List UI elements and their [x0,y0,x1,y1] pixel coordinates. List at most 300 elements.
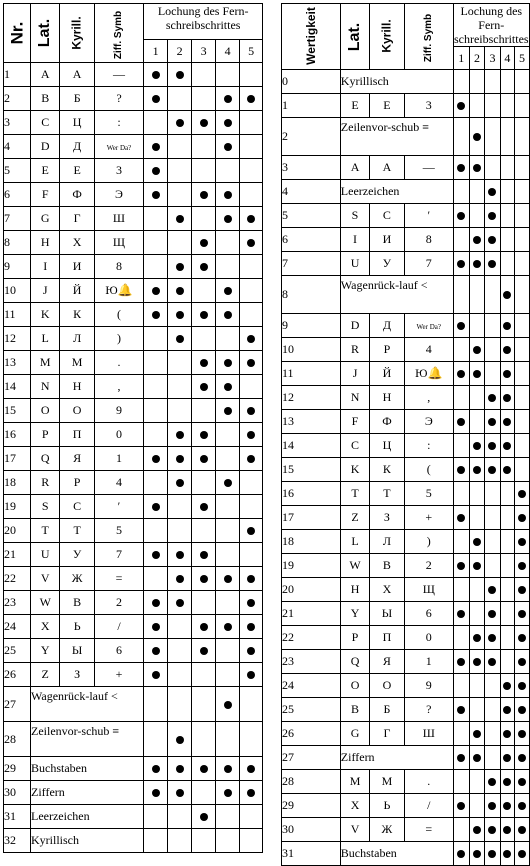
hole-cell-1 [453,118,469,156]
hole-cell-4 [500,794,515,818]
figure-symbol: ) [404,530,453,554]
table-row [4,351,263,375]
hole-cell-5 [240,687,263,722]
hole-punched-dot-icon [473,370,481,378]
row-number: 25 [282,698,341,722]
hole-punched-dot-icon [503,370,511,378]
hole-cell-3 [485,482,500,506]
hole-cell-2 [469,362,485,386]
header-symbol: Ziff. Symb [404,4,453,70]
figure-symbol: ) [94,327,143,351]
table-row [4,615,263,639]
row-number: 16 [282,482,341,506]
hole-punched-dot-icon [247,527,255,535]
hole-cell-5 [240,591,263,615]
latin-letter: N [31,375,60,399]
latin-letter: R [340,338,369,362]
control-label: Ziffern [31,781,144,805]
table-row [4,423,263,447]
hole-cell-4 [216,781,240,805]
hole-cell-2 [168,567,192,591]
table-row [4,471,263,495]
cyrillic-letter: Х [60,231,94,255]
hole-punched-dot-icon [457,164,465,172]
hole-cell-5 [240,111,263,135]
hole-punched-dot-icon [488,236,496,244]
hole-cell-1 [144,829,168,853]
hole-punched-dot-icon [518,802,526,810]
row-number: 2 [282,118,341,156]
hole-cell-2 [168,471,192,495]
hole-cell-1 [144,183,168,207]
hole-punched-dot-icon [473,850,481,858]
hole-cell-3 [485,362,500,386]
hole-cell-3 [485,410,500,434]
figure-symbol: Щ [94,231,143,255]
cyrillic-letter: О [370,674,404,698]
position-number: 5 [515,47,529,70]
hole-punched-dot-icon [152,143,160,151]
code-table-left-body [4,63,263,853]
hole-cell-4 [216,279,240,303]
cyrillic-letter: К [60,303,94,327]
hole-cell-1 [144,519,168,543]
table-row [4,279,263,303]
hole-cell-5 [515,674,529,698]
hole-cell-2 [168,399,192,423]
hole-cell-1 [453,458,469,482]
cyrillic-letter: Г [60,207,94,231]
hole-cell-3 [192,567,216,591]
figure-symbol: , [94,375,143,399]
hole-cell-4 [500,626,515,650]
latin-letter: K [31,303,60,327]
hole-cell-2 [168,207,192,231]
hole-punched-dot-icon [488,586,496,594]
row-number: 17 [4,447,31,471]
hole-cell-2 [168,327,192,351]
table-row [4,231,263,255]
hole-cell-5 [515,156,529,180]
hole-cell-2 [168,231,192,255]
hole-cell-5 [240,255,263,279]
hole-punched-dot-icon [473,236,481,244]
hole-cell-1 [453,314,469,338]
hole-cell-3 [485,722,500,746]
row-number: 30 [4,781,31,805]
hole-cell-2 [469,794,485,818]
cyrillic-letter: Т [370,482,404,506]
hole-cell-4 [216,255,240,279]
hole-punched-dot-icon [473,164,481,172]
hole-cell-3 [485,842,500,866]
row-number: 1 [4,63,31,87]
cyrillic-letter: В [60,591,94,615]
figure-symbol: 4 [404,338,453,362]
latin-letter: V [31,567,60,591]
hole-cell-5 [240,399,263,423]
hole-punched-dot-icon [247,765,255,773]
hole-cell-5 [240,805,263,829]
table-row [282,204,530,228]
hole-punched-dot-icon [473,260,481,268]
hole-cell-4 [500,722,515,746]
hole-cell-4 [500,276,515,314]
hole-punched-dot-icon [152,765,160,773]
hole-punched-dot-icon [200,647,208,655]
hole-punched-dot-icon [200,813,208,821]
hole-cell-4 [500,70,515,94]
position-number: 1 [144,40,168,63]
hole-punched-dot-icon [473,346,481,354]
figure-symbol: 8 [404,228,453,252]
latin-letter: G [340,722,369,746]
hole-punched-dot-icon [200,575,208,583]
hole-cell-4 [216,447,240,471]
row-number: 27 [282,746,341,770]
hole-punched-dot-icon [176,765,184,773]
hole-punched-dot-icon [503,754,511,762]
table-row [282,338,530,362]
hole-cell-1 [144,399,168,423]
row-number: 30 [282,818,341,842]
figure-symbol: Ю🔔 [94,279,143,303]
hole-cell-3 [192,63,216,87]
hole-cell-1 [144,781,168,805]
hole-cell-3 [485,650,500,674]
hole-cell-5 [515,842,529,866]
hole-punched-dot-icon [176,599,184,607]
figure-symbol: 0 [94,423,143,447]
hole-cell-4 [500,434,515,458]
hole-punched-dot-icon [503,802,511,810]
figure-symbol: = [404,818,453,842]
hole-cell-3 [192,207,216,231]
hole-punched-dot-icon [176,119,184,127]
cyrillic-letter: З [370,506,404,530]
cyrillic-letter: Ь [370,794,404,818]
hole-cell-4 [500,94,515,118]
hole-cell-4 [500,746,515,770]
hole-punched-dot-icon [152,455,160,463]
row-number: 26 [282,722,341,746]
hole-punched-dot-icon [518,490,526,498]
table-row [282,578,530,602]
table-row [282,506,530,530]
hole-punched-dot-icon [457,212,465,220]
row-number: 12 [4,327,31,351]
cyrillic-letter: С [370,204,404,228]
hole-cell-5 [515,602,529,626]
hole-cell-1 [453,252,469,276]
hole-cell-1 [144,722,168,757]
hole-punched-dot-icon [488,610,496,618]
table-row [282,314,530,338]
row-number: 11 [4,303,31,327]
hole-punched-dot-icon [473,730,481,738]
hole-cell-3 [485,94,500,118]
hole-cell-2 [469,818,485,842]
hole-punched-dot-icon [518,538,526,546]
table-row [282,386,530,410]
row-number: 16 [4,423,31,447]
hole-cell-2 [168,303,192,327]
header-title: Lochung des Fern-schreibschrittes [144,4,263,40]
row-number: 29 [4,757,31,781]
latin-letter: A [340,156,369,180]
hole-punched-dot-icon [518,610,526,618]
cyrillic-letter: Ц [60,111,94,135]
latin-letter: E [31,159,60,183]
figure-symbol: 5 [94,519,143,543]
hole-cell-4 [216,159,240,183]
hole-cell-5 [240,375,263,399]
hole-punched-dot-icon [488,466,496,474]
hole-punched-dot-icon [488,826,496,834]
hole-punched-dot-icon [176,215,184,223]
table-row [4,639,263,663]
position-number: 1 [453,47,469,70]
hole-punched-dot-icon [503,291,511,299]
hole-cell-1 [453,180,469,204]
hole-cell-3 [192,447,216,471]
hole-punched-dot-icon [503,418,511,426]
latin-letter: X [340,794,369,818]
hole-cell-2 [168,375,192,399]
hole-cell-5 [515,746,529,770]
hole-cell-3 [192,159,216,183]
latin-letter: B [31,87,60,111]
position-number: 4 [216,40,240,63]
hole-cell-3 [485,530,500,554]
hole-punched-dot-icon [200,311,208,319]
hole-cell-3 [485,818,500,842]
hole-punched-dot-icon [200,263,208,271]
hole-cell-5 [240,829,263,853]
hole-cell-3 [192,639,216,663]
hole-punched-dot-icon [176,789,184,797]
hole-cell-3 [192,781,216,805]
hole-cell-1 [144,423,168,447]
hole-cell-3 [192,279,216,303]
hole-cell-1 [453,602,469,626]
control-label: Leerzeichen [31,805,144,829]
hole-punched-dot-icon [224,119,232,127]
hole-cell-2 [469,276,485,314]
code-table-right [281,3,530,866]
hole-punched-dot-icon [457,610,465,618]
row-number: 10 [4,279,31,303]
table-row [282,746,530,770]
hole-cell-4 [216,399,240,423]
figure-symbol: Ю🔔 [404,362,453,386]
latin-letter: R [31,471,60,495]
hole-cell-5 [240,279,263,303]
hole-punched-dot-icon [457,850,465,858]
figure-symbol: ? [94,87,143,111]
cyrillic-letter: Ы [370,602,404,626]
table-row [282,70,530,94]
latin-letter: J [31,279,60,303]
latin-letter: D [31,135,60,159]
hole-punched-dot-icon [224,765,232,773]
figure-symbol: ? [404,698,453,722]
cyrillic-letter: И [370,228,404,252]
control-label: Zeilenvor-schub ≡ [31,722,144,757]
figure-symbol: ′ [94,495,143,519]
position-number: 3 [485,47,500,70]
figure-symbol: / [94,615,143,639]
latin-letter: H [340,578,369,602]
hole-cell-1 [453,794,469,818]
table-row [282,252,530,276]
hole-punched-dot-icon [224,407,232,415]
hole-cell-1 [453,554,469,578]
hole-cell-1 [144,87,168,111]
hole-punched-dot-icon [224,575,232,583]
hole-punched-dot-icon [247,359,255,367]
hole-cell-4 [500,314,515,338]
hole-cell-4 [500,554,515,578]
latin-letter: S [340,204,369,228]
row-number: 18 [4,471,31,495]
hole-cell-5 [240,87,263,111]
hole-punched-dot-icon [247,431,255,439]
hole-punched-dot-icon [503,706,511,714]
hole-cell-2 [168,447,192,471]
hole-punched-dot-icon [247,599,255,607]
hole-cell-2 [168,543,192,567]
cyrillic-letter: Л [60,327,94,351]
hole-cell-2 [469,578,485,602]
hole-cell-5 [515,252,529,276]
hole-cell-5 [515,228,529,252]
cyrillic-letter: С [60,495,94,519]
hole-cell-5 [515,626,529,650]
row-number: 25 [4,639,31,663]
table-row [282,674,530,698]
hole-cell-4 [500,482,515,506]
control-label: Wagenrück-lauf < [31,687,144,722]
latin-letter: W [340,554,369,578]
row-number: 6 [282,228,341,252]
cyrillic-letter: А [60,63,94,87]
hole-punched-dot-icon [224,789,232,797]
latin-letter: T [31,519,60,543]
hole-cell-3 [192,87,216,111]
cyrillic-letter: Р [370,338,404,362]
hole-cell-4 [500,818,515,842]
hole-cell-1 [144,543,168,567]
hole-cell-3 [192,303,216,327]
table-row [4,207,263,231]
hole-punched-dot-icon [473,754,481,762]
hole-cell-3 [485,602,500,626]
hole-cell-3 [485,554,500,578]
hole-cell-4 [216,423,240,447]
hole-cell-2 [168,423,192,447]
control-label: Buchstaben [340,842,453,866]
cyrillic-letter: О [60,399,94,423]
row-number: 19 [282,554,341,578]
hole-cell-2 [469,722,485,746]
hole-punched-dot-icon [473,442,481,450]
hole-cell-1 [144,351,168,375]
hole-cell-4 [216,303,240,327]
hole-punched-dot-icon [488,802,496,810]
hole-punched-dot-icon [488,850,496,858]
hole-punched-dot-icon [518,682,526,690]
hole-punched-dot-icon [473,634,481,642]
hole-cell-3 [192,519,216,543]
latin-letter: K [340,458,369,482]
table-row [4,543,263,567]
figure-symbol: 1 [94,447,143,471]
hole-cell-3 [485,386,500,410]
cyrillic-letter: И [60,255,94,279]
hole-punched-dot-icon [247,789,255,797]
latin-letter: O [340,674,369,698]
table-row [282,554,530,578]
hole-cell-3 [485,314,500,338]
row-number: 28 [282,770,341,794]
table-row [4,135,263,159]
hole-cell-2 [469,458,485,482]
table-row [4,805,263,829]
figure-symbol: Ш [404,722,453,746]
hole-cell-1 [453,626,469,650]
hole-cell-5 [515,698,529,722]
hole-cell-2 [469,770,485,794]
table-row [4,303,263,327]
cyrillic-letter: У [60,543,94,567]
hole-cell-2 [469,338,485,362]
figure-symbol: 3 [94,159,143,183]
hole-cell-1 [453,650,469,674]
hole-cell-2 [168,495,192,519]
hole-cell-3 [192,327,216,351]
row-number: 31 [282,842,341,866]
hole-cell-1 [144,279,168,303]
figure-symbol [404,314,453,338]
row-number: 5 [282,204,341,228]
hole-cell-5 [515,362,529,386]
hole-cell-2 [168,757,192,781]
row-number: 29 [282,794,341,818]
hole-punched-dot-icon [176,71,184,79]
hole-cell-5 [240,639,263,663]
hole-cell-4 [500,770,515,794]
hole-cell-5 [515,506,529,530]
row-number: 32 [4,829,31,853]
hole-punched-dot-icon [176,455,184,463]
hole-cell-5 [240,615,263,639]
figure-symbol: . [94,351,143,375]
hole-cell-2 [469,698,485,722]
hole-cell-1 [453,386,469,410]
hole-cell-4 [216,591,240,615]
hole-cell-5 [515,578,529,602]
hole-cell-5 [515,94,529,118]
cyrillic-letter: В [370,554,404,578]
hole-cell-4 [216,495,240,519]
latin-letter: F [340,410,369,434]
hole-cell-2 [469,314,485,338]
hole-punched-dot-icon [200,431,208,439]
hole-punched-dot-icon [457,466,465,474]
who-are-you-symbol: Wer Da? [416,323,442,331]
hole-cell-2 [168,255,192,279]
